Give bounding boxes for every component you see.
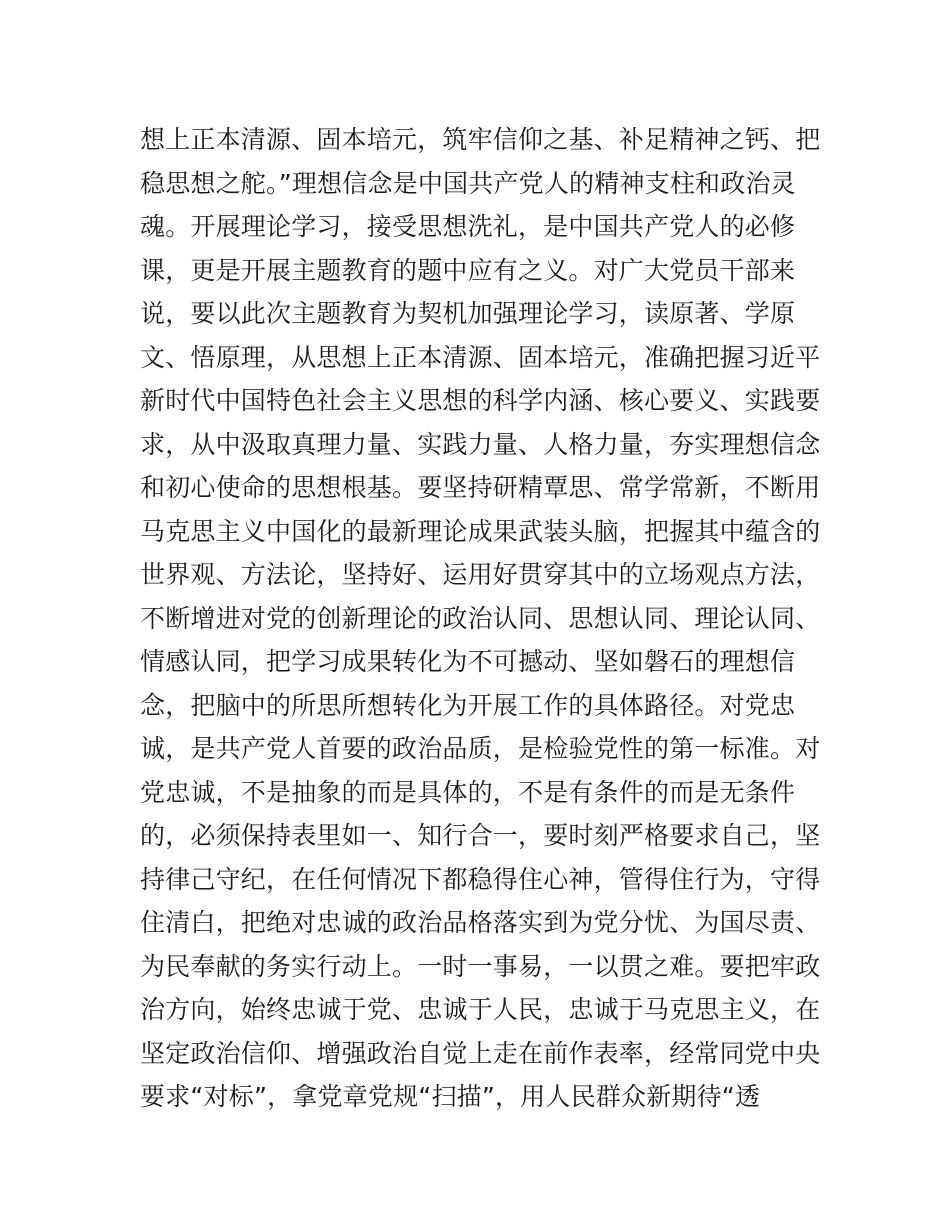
text-line: 不断增进对党的创新理论的政治认同、思想认同、理论认同、: [140, 603, 821, 633]
body-paragraph: [140, 118, 820, 1119]
text-line: 课，更是开展主题教育的题中应有之义。对广大党员干部来: [140, 255, 796, 285]
text-line: 求，从中汲取真理力量、实践力量、人格力量，夯实理想信念: [140, 429, 821, 459]
text-line: 和初心使命的思想根基。要坚持研精覃思、常学常新，不断用: [140, 473, 821, 502]
text-line: 说，要以此次主题教育为契机加强理论学习，读原著、学原: [140, 299, 796, 328]
text-line: 马克思主义中国化的最新理论成果武装头脑，把握其中蕴含的: [140, 516, 821, 546]
text-line: 魂。开展理论学习，接受思想洗礼，是中国共产党人的必修: [140, 212, 796, 241]
text-line: 想上正本清源、固本培元，筑牢信仰之基、补足精神之钙、把: [140, 125, 821, 154]
text-line: 住清白，把绝对忠诚的政治品格落实到为党分忧、为国尽责、: [140, 908, 821, 937]
text-line: 稳思想之舵。”理想信念是中国共产党人的精神支柱和政治灵: [140, 168, 796, 198]
text-line: 的，必须保持表里如一、知行合一，要时刻严格要求自己，坚: [140, 821, 821, 850]
text-line: 世界观、方法论，坚持好、运用好贯穿其中的立场观点方法，: [140, 560, 821, 589]
text-line: 新时代中国特色社会主义思想的科学内涵、核心要义、实践要: [140, 386, 821, 415]
text-line: 为民奉献的务实行动上。一时一事易，一以贯之难。要把牢政: [140, 951, 821, 981]
text-line: 诚，是共产党人首要的政治品质，是检验党性的第一标准。对: [140, 734, 821, 763]
text-line: 文、悟原理，从思想上正本清源、固本培元，准确把握习近平: [140, 342, 821, 372]
text-line: 要求“对标”，拿党章党规“扫描”，用人民群众新期待“透: [140, 1082, 761, 1111]
text-line: 党忠诚，不是抽象的而是具体的，不是有条件的而是无条件: [140, 777, 796, 807]
text-line: 情感认同，把学习成果转化为不可撼动、坚如磐石的理想信: [140, 647, 796, 676]
text-line: 念，把脑中的所思所想转化为开展工作的具体路径。对党忠: [140, 690, 796, 720]
text-line: 治方向，始终忠诚于党、忠诚于人民，忠诚于马克思主义，在: [140, 995, 821, 1024]
text-line: 持律己守纪，在任何情况下都稳得住心神，管得住行为，守得: [140, 864, 821, 894]
text-line: 坚定政治信仰、增强政治自觉上走在前作表率，经常同党中央: [140, 1038, 821, 1068]
